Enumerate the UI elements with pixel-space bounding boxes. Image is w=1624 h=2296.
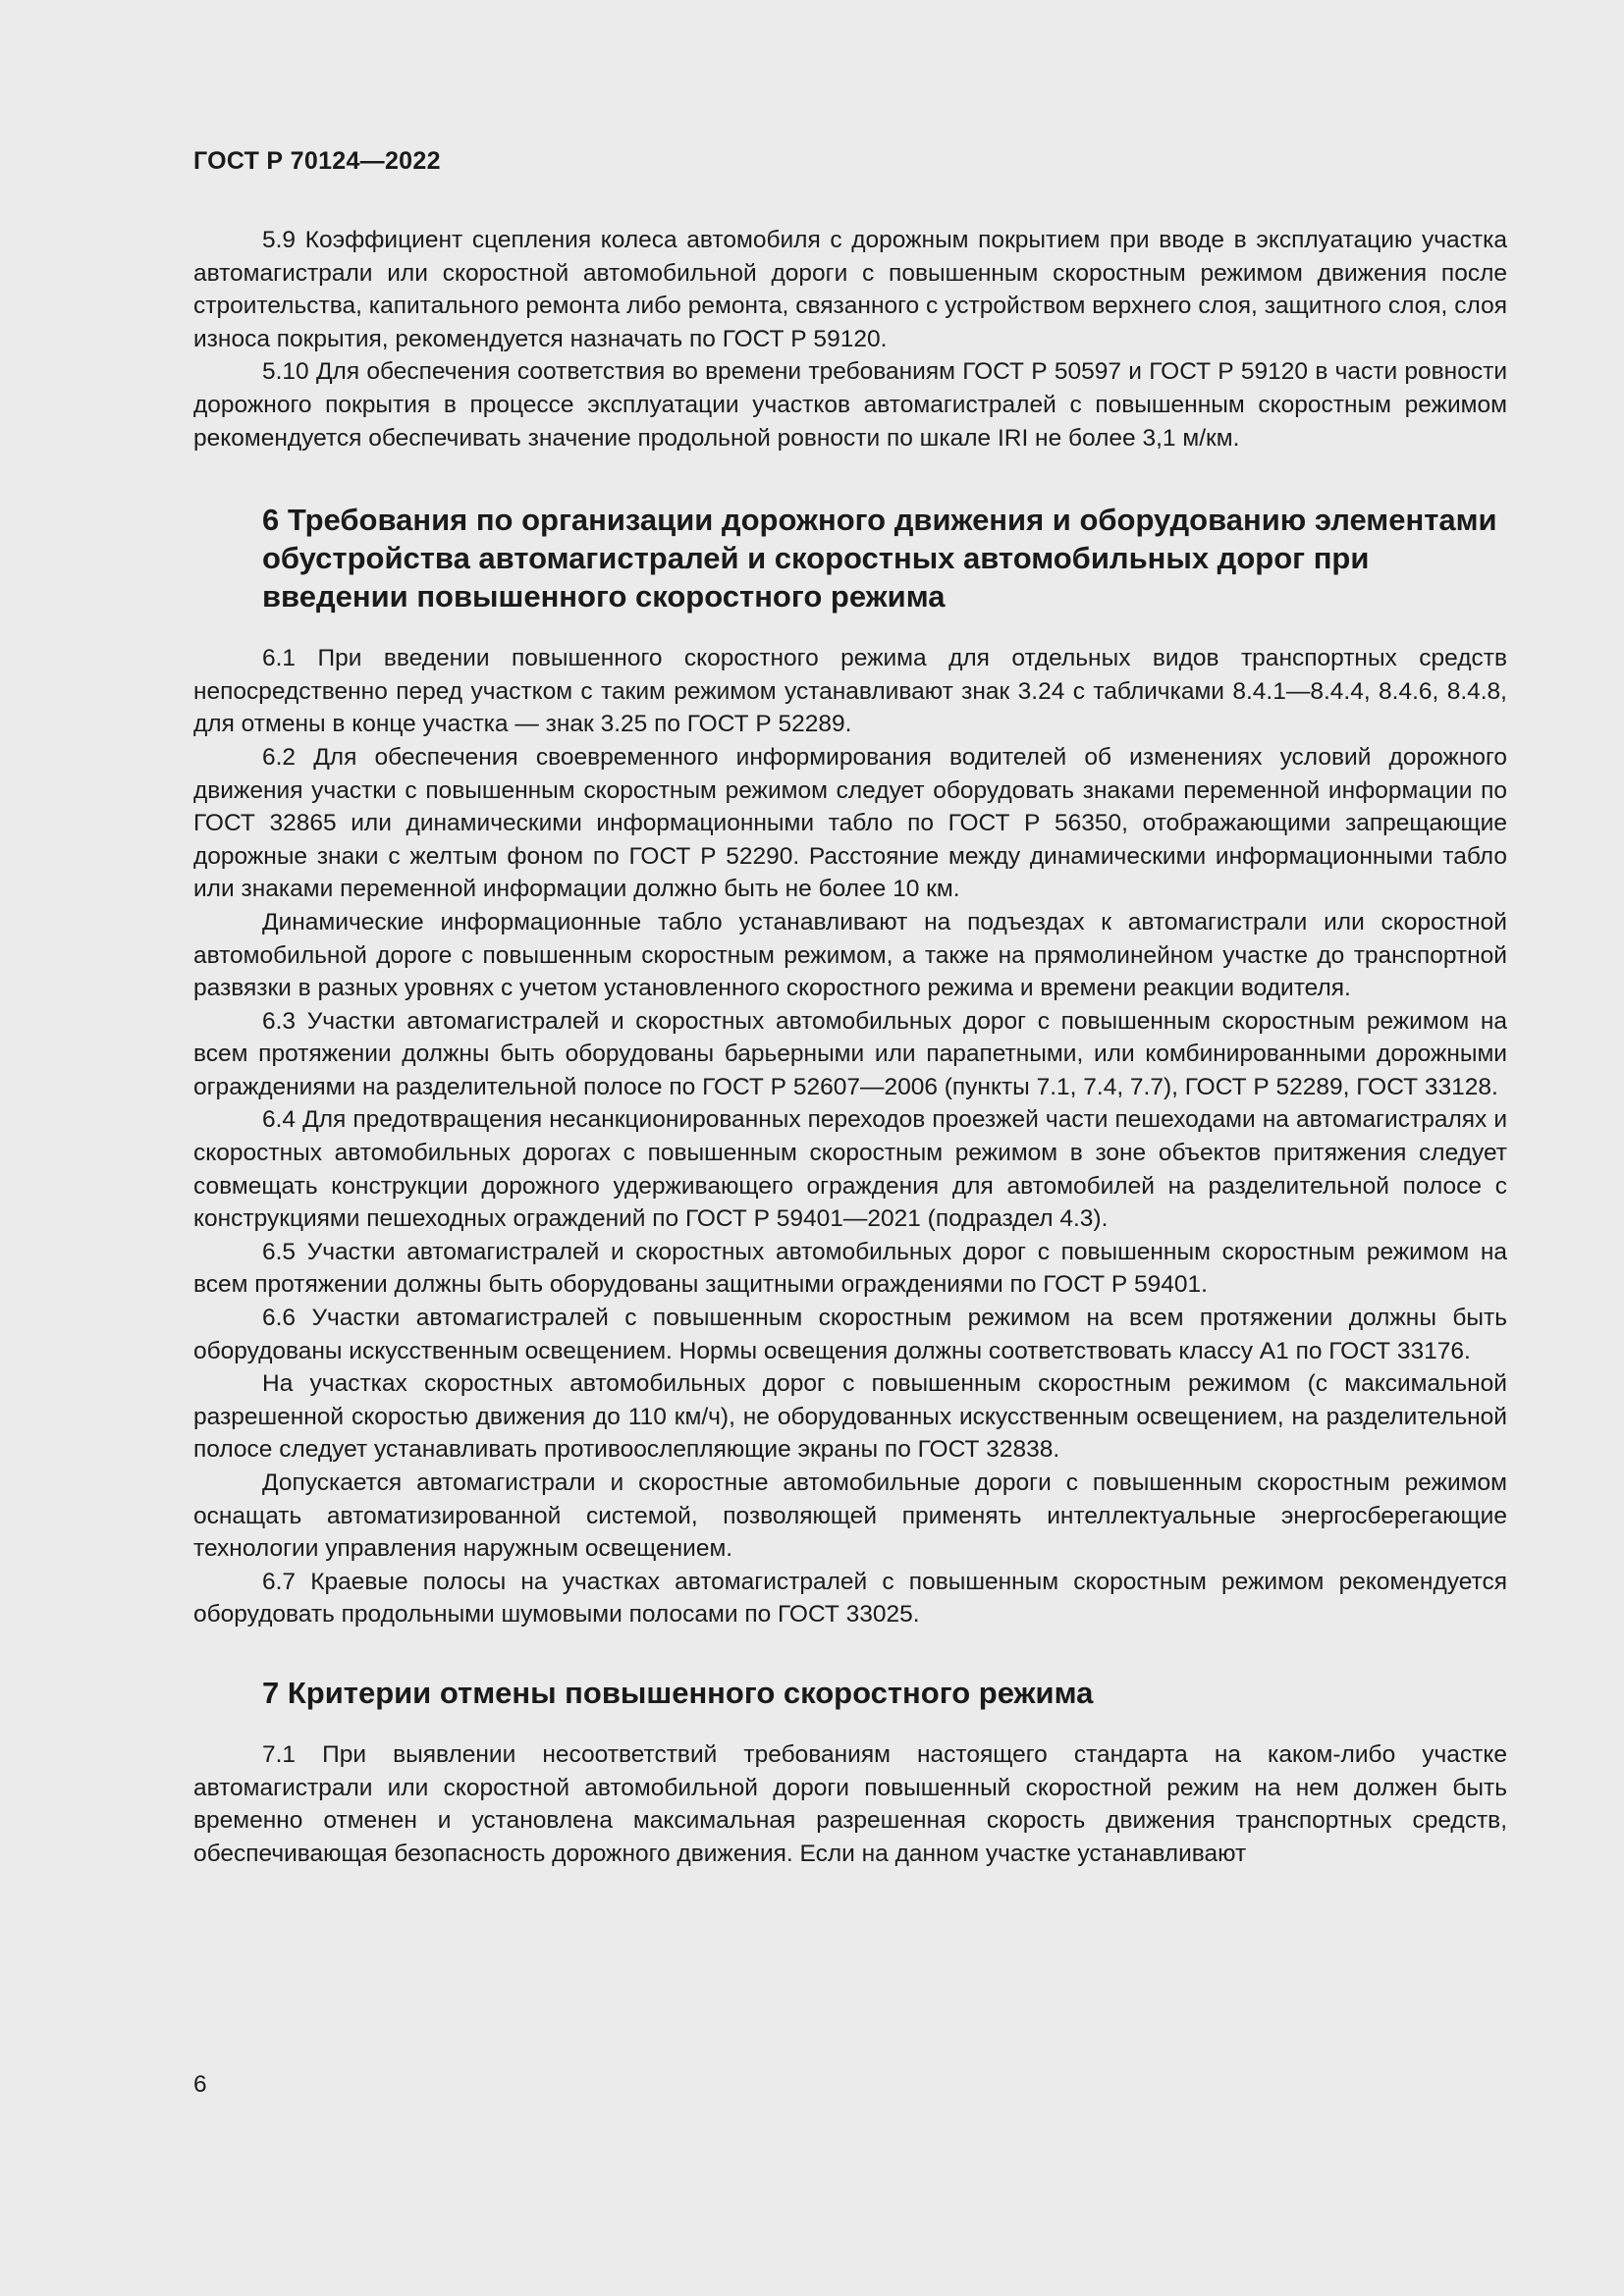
document-body <box>193 224 1507 1870</box>
paragraph-6-1: 6.1 При введении повышенного скоростного режима для отдельных видов транспортных средств непосредственно перед участком с таким режимом устанавливают знак 3.24 с табличками 8.4.1—8.4.4, 8.4.6, 8.4.8, для отмены в конце участка — знак 3.25 по ГОСТ Р 52289. <box>193 645 1507 738</box>
paragraph-6-6-cont-1: На участках скоростных автомобильных дорог с повышенным скоростным режимом (с максимальной разрешенной скоростью движения до 110 км/ч), не оборудованных искусственным освещением, на разделительной полосе следует устанавливать противоослепляющие экраны по ГОСТ 32838. <box>193 1370 1507 1464</box>
document-header: ГОСТ Р 70124—2022 <box>193 147 441 175</box>
paragraph-6-3: 6.3 Участки автомагистралей и скоростных автомобильных дорог с повышенным скоростным режимом на всем протяжении должны быть оборудованы барьерными или парапетными, или комбинированными дорожными ограждениями на разделительной полосе по ГОСТ Р 52607—2006 (пункты 7.1, 7.4, 7.7), ГОСТ Р 52289, ГОСТ 33128. <box>193 1007 1507 1100</box>
paragraph-6-6-cont-2: Допускается автомагистрали и скоростные автомобильные дороги с повышенным скоростным режимом оснащать автоматизированной системой, позволяющей применять интеллектуальные энергосберегающие технологии управления наружным освещением. <box>193 1469 1507 1563</box>
paragraph-6-2-cont: Динамические информационные табло устанавливают на подъездах к автомагистрали или скоростной автомобильной дороге с повышенным скоростным режимом, а также на прямолинейном участке до транспортной развязки в разных уровнях с учетом установленного скоростного режима и времени реакции водителя. <box>193 908 1507 1002</box>
paragraph-6-5: 6.5 Участки автомагистралей и скоростных автомобильных дорог с повышенным скоростным режимом на всем протяжении должны быть оборудованы защитными ограждениями по ГОСТ Р 59401. <box>193 1238 1507 1299</box>
paragraph-7-1: 7.1 При выявлении несоответствий требованиям настоящего стандарта на каком-либо участке автомагистрали или скоростной автомобильной дороги повышенный скоростной режим на нем должен быть временно отменен и установлена максимальная разрешенная скорость движения транспортных средств, обеспечивающая безопасность дорожного движения. Если на данном участке устанавливают <box>193 1740 1507 1867</box>
paragraph-5-10: 5.10 Для обеспечения соответствия во времени требованиям ГОСТ Р 50597 и ГОСТ Р 59120 в части ровности дорожного покрытия в процессе эксплуатации участков автомагистралей с повышенным скоростным режимом рекомендуется обеспечивать значение продольной ровности по шкале IRI не более 3,1 м/км. <box>193 358 1507 452</box>
page-number: 6 <box>193 2071 207 2098</box>
section-7-heading: 7 Критерии отмены повышенного скоростного режима <box>262 1675 1094 1710</box>
paragraph-6-7: 6.7 Краевые полосы на участках автомагистралей с повышенным скоростным режимом рекомендуется оборудовать продольными шумовыми полосами по ГОСТ 33025. <box>193 1568 1507 1629</box>
paragraph-5-9: 5.9 Коэффициент сцепления колеса автомобиля с дорожным покрытием при вводе в эксплуатацию участка автомагистрали или скоростной автомобильной дороги с повышенным скоростным режимом движения после строительства, капитального ремонта либо ремонта, связанного с устройством верхнего слоя, защитного слоя, слоя износа покрытия, рекомендуется назначать по ГОСТ Р 59120. <box>193 227 1507 352</box>
paragraph-6-4: 6.4 Для предотвращения несанкционированных переходов проезжей части пешеходами на автомагистралях и скоростных автомобильных дорогах с повышенным скоростным режимом в зоне объектов притяжения следует совмещать конструкции дорожного удерживающего ограждения для автомобилей на разделительной полосе с конструкциями пешеходных ограждений по ГОСТ Р 59401—2021 (подраздел 4.3). <box>193 1106 1507 1233</box>
paragraph-6-6: 6.6 Участки автомагистралей с повышенным скоростным режимом на всем протяжении должны быть оборудованы искусственным освещением. Нормы освещения должны соответствовать классу А1 по ГОСТ 33176. <box>193 1305 1507 1364</box>
paragraph-6-2: 6.2 Для обеспечения своевременного информирования водителей об изменениях условий дорожного движения участки с повышенным скоростным режимом следует оборудовать знаками переменной информации по ГОСТ 32865 или динамическими информационными табло по ГОСТ Р 56350, отображающими запрещающие дорожные знаки с желтым фоном по ГОСТ Р 52290. Расстояние между динамическими информационными табло или знаками переменной информации должно быть не более 10 км. <box>193 743 1507 903</box>
section-6-heading: 6 Требования по организации дорожного движения и оборудованию элементами обустройства автомагистралей и скоростных автомобильных дорог при введении повышенного скоростного режима <box>262 503 1497 614</box>
